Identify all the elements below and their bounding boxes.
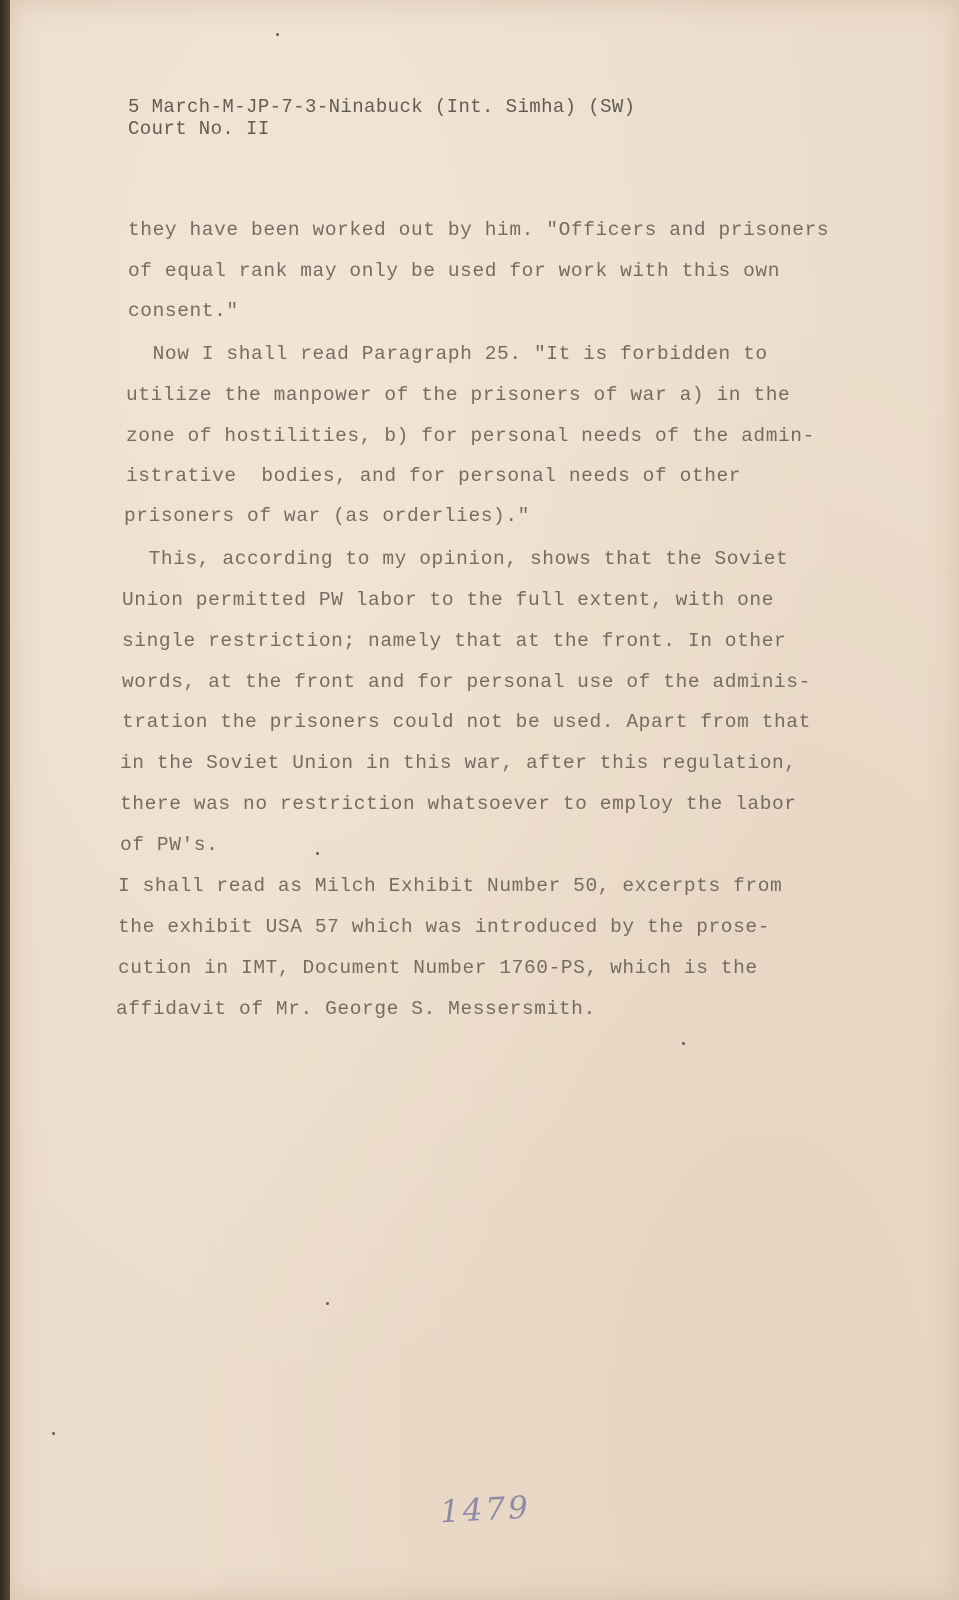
paper-speck	[276, 33, 279, 36]
body-line: utilize the manpower of the prisoners of war a) in the	[126, 384, 791, 406]
body-line: the exhibit USA 57 which was introduced by the prose-	[118, 916, 771, 938]
paper-speck	[316, 852, 319, 855]
body-line: single restriction; namely that at the front. In other	[122, 630, 787, 652]
page-edge	[0, 0, 10, 1600]
body-line: Union permitted PW labor to the full extent, with one	[122, 589, 775, 611]
body-line: words, at the front and for personal use of the adminis-	[122, 671, 811, 693]
body-line: they have been worked out by him. "Officers and prisoners	[128, 219, 830, 241]
body-line: of PW's.	[120, 834, 219, 856]
paper-speck	[682, 1042, 685, 1045]
paper-speck	[326, 1302, 329, 1305]
body-line: This, according to my opinion, shows that the Soviet	[124, 548, 789, 570]
header-court-number: Court No. II	[128, 118, 270, 140]
body-line: in the Soviet Union in this war, after this regulation,	[120, 752, 797, 774]
paper-speck	[52, 1432, 55, 1435]
body-line: zone of hostilities, b) for personal needs of the admin-	[126, 425, 815, 447]
body-line: affidavit of Mr. George S. Messersmith.	[116, 998, 596, 1020]
body-line: istrative bodies, and for personal needs of other	[126, 465, 742, 487]
body-line: cution in IMT, Document Number 1760-PS, which is the	[118, 957, 758, 979]
body-line: prisoners of war (as orderlies)."	[124, 505, 530, 527]
body-line: there was no restriction whatsoever to employ the labor	[120, 793, 797, 815]
body-line: I shall read as Milch Exhibit Number 50, excerpts from	[118, 875, 783, 897]
document-page	[10, 0, 959, 1600]
body-line: Now I shall read Paragraph 25. "It is forbidden to	[128, 343, 768, 365]
body-line: consent."	[128, 300, 239, 322]
body-line: tration the prisoners could not be used. Apart from that	[122, 711, 811, 733]
handwritten-page-number: 1479	[439, 1489, 532, 1531]
body-line: of equal rank may only be used for work with this own	[128, 260, 781, 282]
header-case-reference: 5 March-M-JP-7-3-Ninabuck (Int. Simha) (SW)	[128, 96, 636, 118]
